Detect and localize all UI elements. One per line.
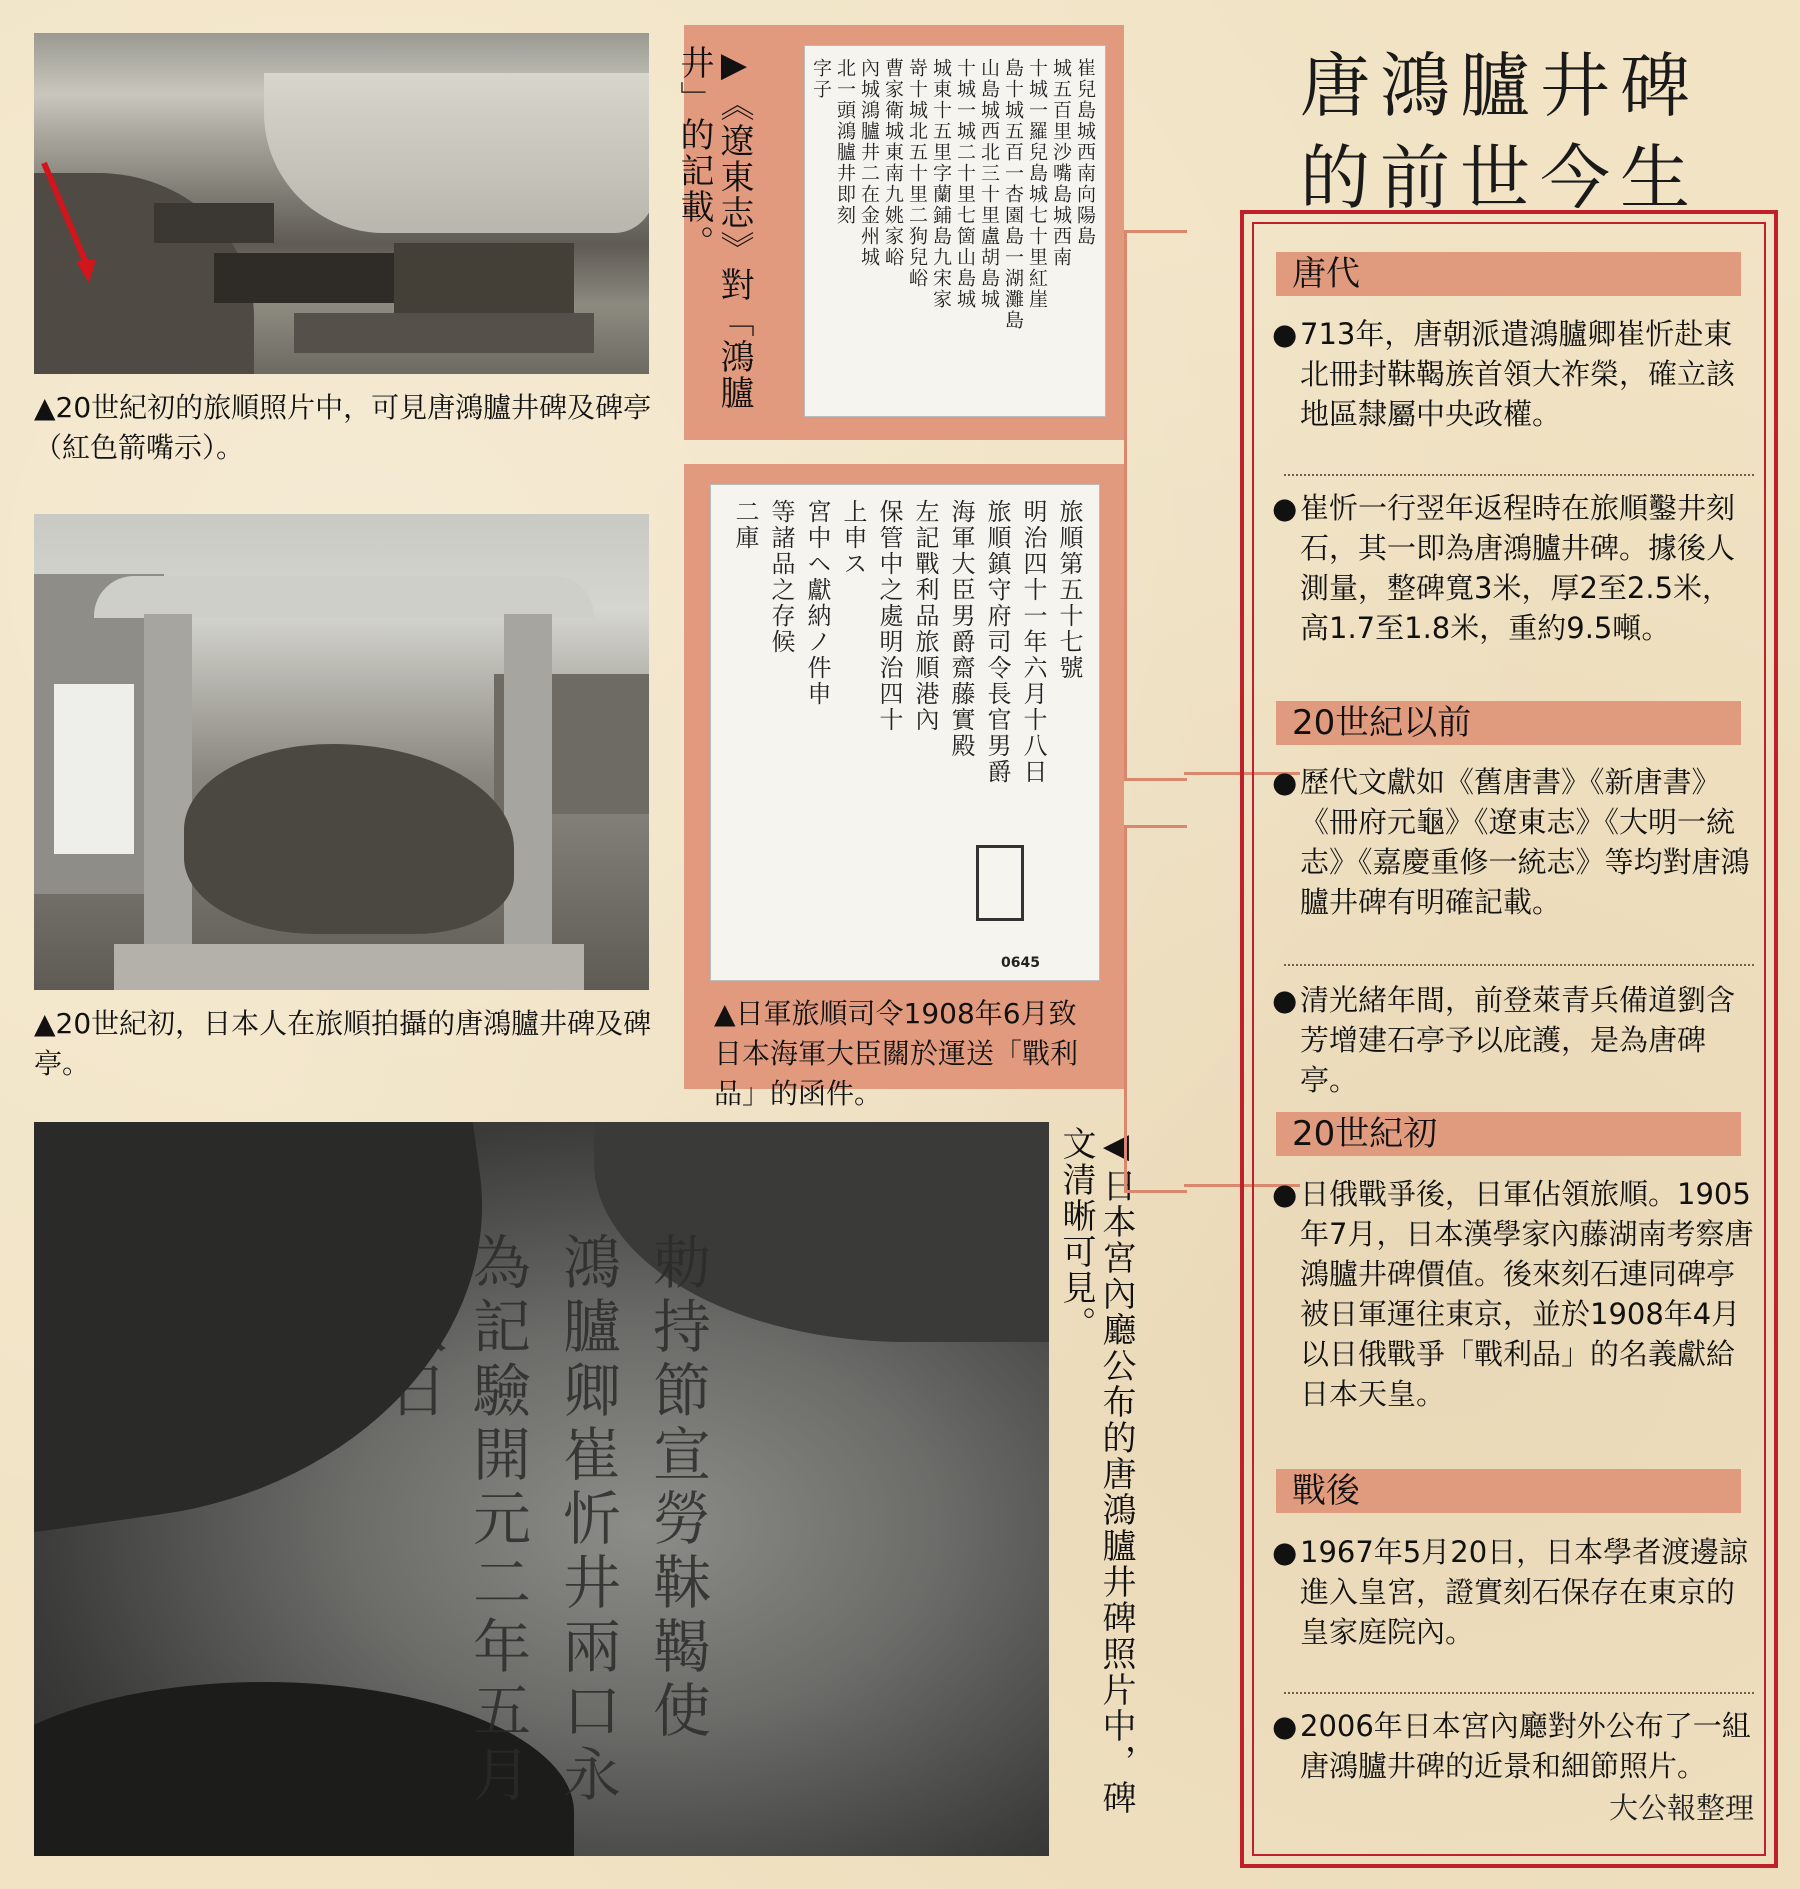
timeline-item: ● 1967年5月20日，日本學者渡邊諒進入皇宮，證實刻石保存在東京的皇家庭院內。 xyxy=(1272,1535,1749,1649)
pavilion-roof xyxy=(94,576,594,618)
credit: 大公報整理 xyxy=(1608,1791,1754,1825)
seal-stamp xyxy=(976,845,1024,921)
inscription-text-column: 為記驗開元二年五月十八日 xyxy=(379,1232,531,1808)
timeline-item: ● 崔忻一行翌年返程時在旅順鑿井刻石，其一即為唐鴻臚井碑。據後人測量，整碑寬3米，厚2至2.5米，高1.7至1.8米，重約9.5噸。 xyxy=(1272,491,1736,645)
document-text-column: 十城一羅兒島城七十里紅崖 xyxy=(1026,58,1048,310)
liaodong-document xyxy=(804,45,1106,417)
timeline-item: ● 清光緒年間，前登萊青兵備道劉含芳增建石亭予以庇護，是為唐碑亭。 xyxy=(1272,983,1736,1097)
document-text-column: 宮中ヘ獻納ノ件申 xyxy=(803,499,831,707)
japanese-caption: ▲日軍旅順司令1908年6月致日本海軍大臣關於運送「戰利品」的函件。 xyxy=(714,997,1079,1110)
document-text-column: 旅順鎮守府司令長官男爵 xyxy=(983,499,1011,785)
dotted-divider xyxy=(1284,474,1754,476)
door xyxy=(54,684,134,854)
pavilion-pillar xyxy=(504,614,552,944)
document-text-column: 城東十五里字蘭鋪島九宋家 xyxy=(930,58,952,310)
document-text-column: 保管中之處明治四十 xyxy=(875,499,903,733)
document-text-column: 上申ス xyxy=(839,499,867,577)
pavilion-caption: ▲20世紀初，日本人在旅順拍攝的唐鴻臚井碑及碑亭。 xyxy=(34,1007,652,1080)
document-text-column: 島十城五百一杏園島一湖灘島 xyxy=(1002,58,1024,331)
pavilion-photo xyxy=(34,514,649,990)
document-text-column: 旅順第五十七號 xyxy=(1055,499,1083,681)
connector-line xyxy=(1124,825,1187,1193)
document-text-column: 內城鴻臚井二在金州城 xyxy=(858,58,880,268)
document-text-column: 海軍大臣男爵齋藤實殿 xyxy=(947,499,975,759)
inscription-text-column: 鴻臚卿崔忻井兩口永 xyxy=(553,1232,621,1808)
document-text-column: 曹家衛城東南九姚家峪 xyxy=(882,58,904,268)
pavilion-base xyxy=(114,944,584,990)
timeline-item: ● 2006年日本宮內廳對外公布了一組唐鴻臚井碑的近景和細節照片。 xyxy=(1272,1709,1751,1783)
era-early-20th: 20世紀初 xyxy=(1276,1112,1741,1156)
inscription-photo xyxy=(34,1122,1049,1856)
document-text-column: 崔兒島城西南向陽島 xyxy=(1074,58,1096,247)
document-text-column: 字子 xyxy=(810,58,832,100)
document-text-column: 明治四十一年六月十八日 xyxy=(1019,499,1047,785)
harbor-photo xyxy=(34,33,649,374)
dotted-divider xyxy=(1284,964,1754,966)
timeline-item: ● 日俄戰爭後，日軍佔領旅順。1905年7月，日本漢學家內藤湖南考察唐鴻臚井碑價值。後來刻石連同碑亭被日軍運往東京，並於1908年4月以日俄戰爭「戰利品」的名義獻給日本天皇。 xyxy=(1272,1177,1754,1411)
liaodong-panel xyxy=(674,25,1124,440)
document-text-column: 嵜十城北五十里二狗兒峪 xyxy=(906,58,928,289)
document-text-column: 北一頭鴻臚井即刻 xyxy=(834,58,856,226)
doc-number: 0645 xyxy=(1001,955,1040,971)
document-text-column: 左記戰利品旅順港內 xyxy=(911,499,939,733)
dotted-divider xyxy=(1284,1692,1754,1694)
red-arrow-icon xyxy=(34,33,649,374)
inscription-text-column: 勅持節宣勞靺鞨使 xyxy=(643,1232,711,1744)
title-line-2: 的前世今生 xyxy=(1300,137,1700,219)
pavilion-pillar xyxy=(144,614,192,944)
era-tang: 唐代 xyxy=(1276,252,1741,296)
document-text-column: 山島城西北三十里盧胡島城 xyxy=(978,58,1000,310)
document-text-column: 二庫 xyxy=(731,499,759,551)
era-postwar: 戰後 xyxy=(1276,1469,1741,1513)
document-text-column: 十城一城二十里七箇山島城 xyxy=(954,58,976,310)
stele-stone xyxy=(184,744,514,934)
japanese-document xyxy=(710,484,1100,981)
inscription-caption: ◀日本宮內廳公布的唐鴻臚井碑照片中，碑文清晰可見。 xyxy=(1056,1126,1136,1816)
page-title xyxy=(1300,40,1720,224)
timeline-item: ● 歷代文獻如《舊唐書》《新唐書》《冊府元龜》《遼東志》《大明一統志》《嘉慶重修一統志》等均對唐鴻臚井碑有明確記載。 xyxy=(1272,765,1750,919)
japanese-panel xyxy=(684,464,1124,1110)
connector-line xyxy=(1124,230,1187,781)
era-pre-20th: 20世紀以前 xyxy=(1276,701,1741,745)
liaodong-caption: ▶《遼東志》對「鴻臚井」的記載。 xyxy=(674,45,754,411)
timeline-box xyxy=(1240,210,1778,1868)
timeline-item: ● 713年，唐朝派遣鴻臚卿崔忻赴東北冊封靺鞨族首領大祚榮，確立該地區隸屬中央政權。 xyxy=(1272,317,1736,431)
document-text-column: 城五百里沙嘴島城西南 xyxy=(1050,58,1072,268)
title-line-1: 唐鴻臚井碑 xyxy=(1300,45,1700,127)
document-text-column: 等諸品之存候 xyxy=(767,499,795,655)
harbor-caption: ▲20世紀初的旅順照片中，可見唐鴻臚井碑及碑亭（紅色箭嘴示）。 xyxy=(34,391,652,464)
